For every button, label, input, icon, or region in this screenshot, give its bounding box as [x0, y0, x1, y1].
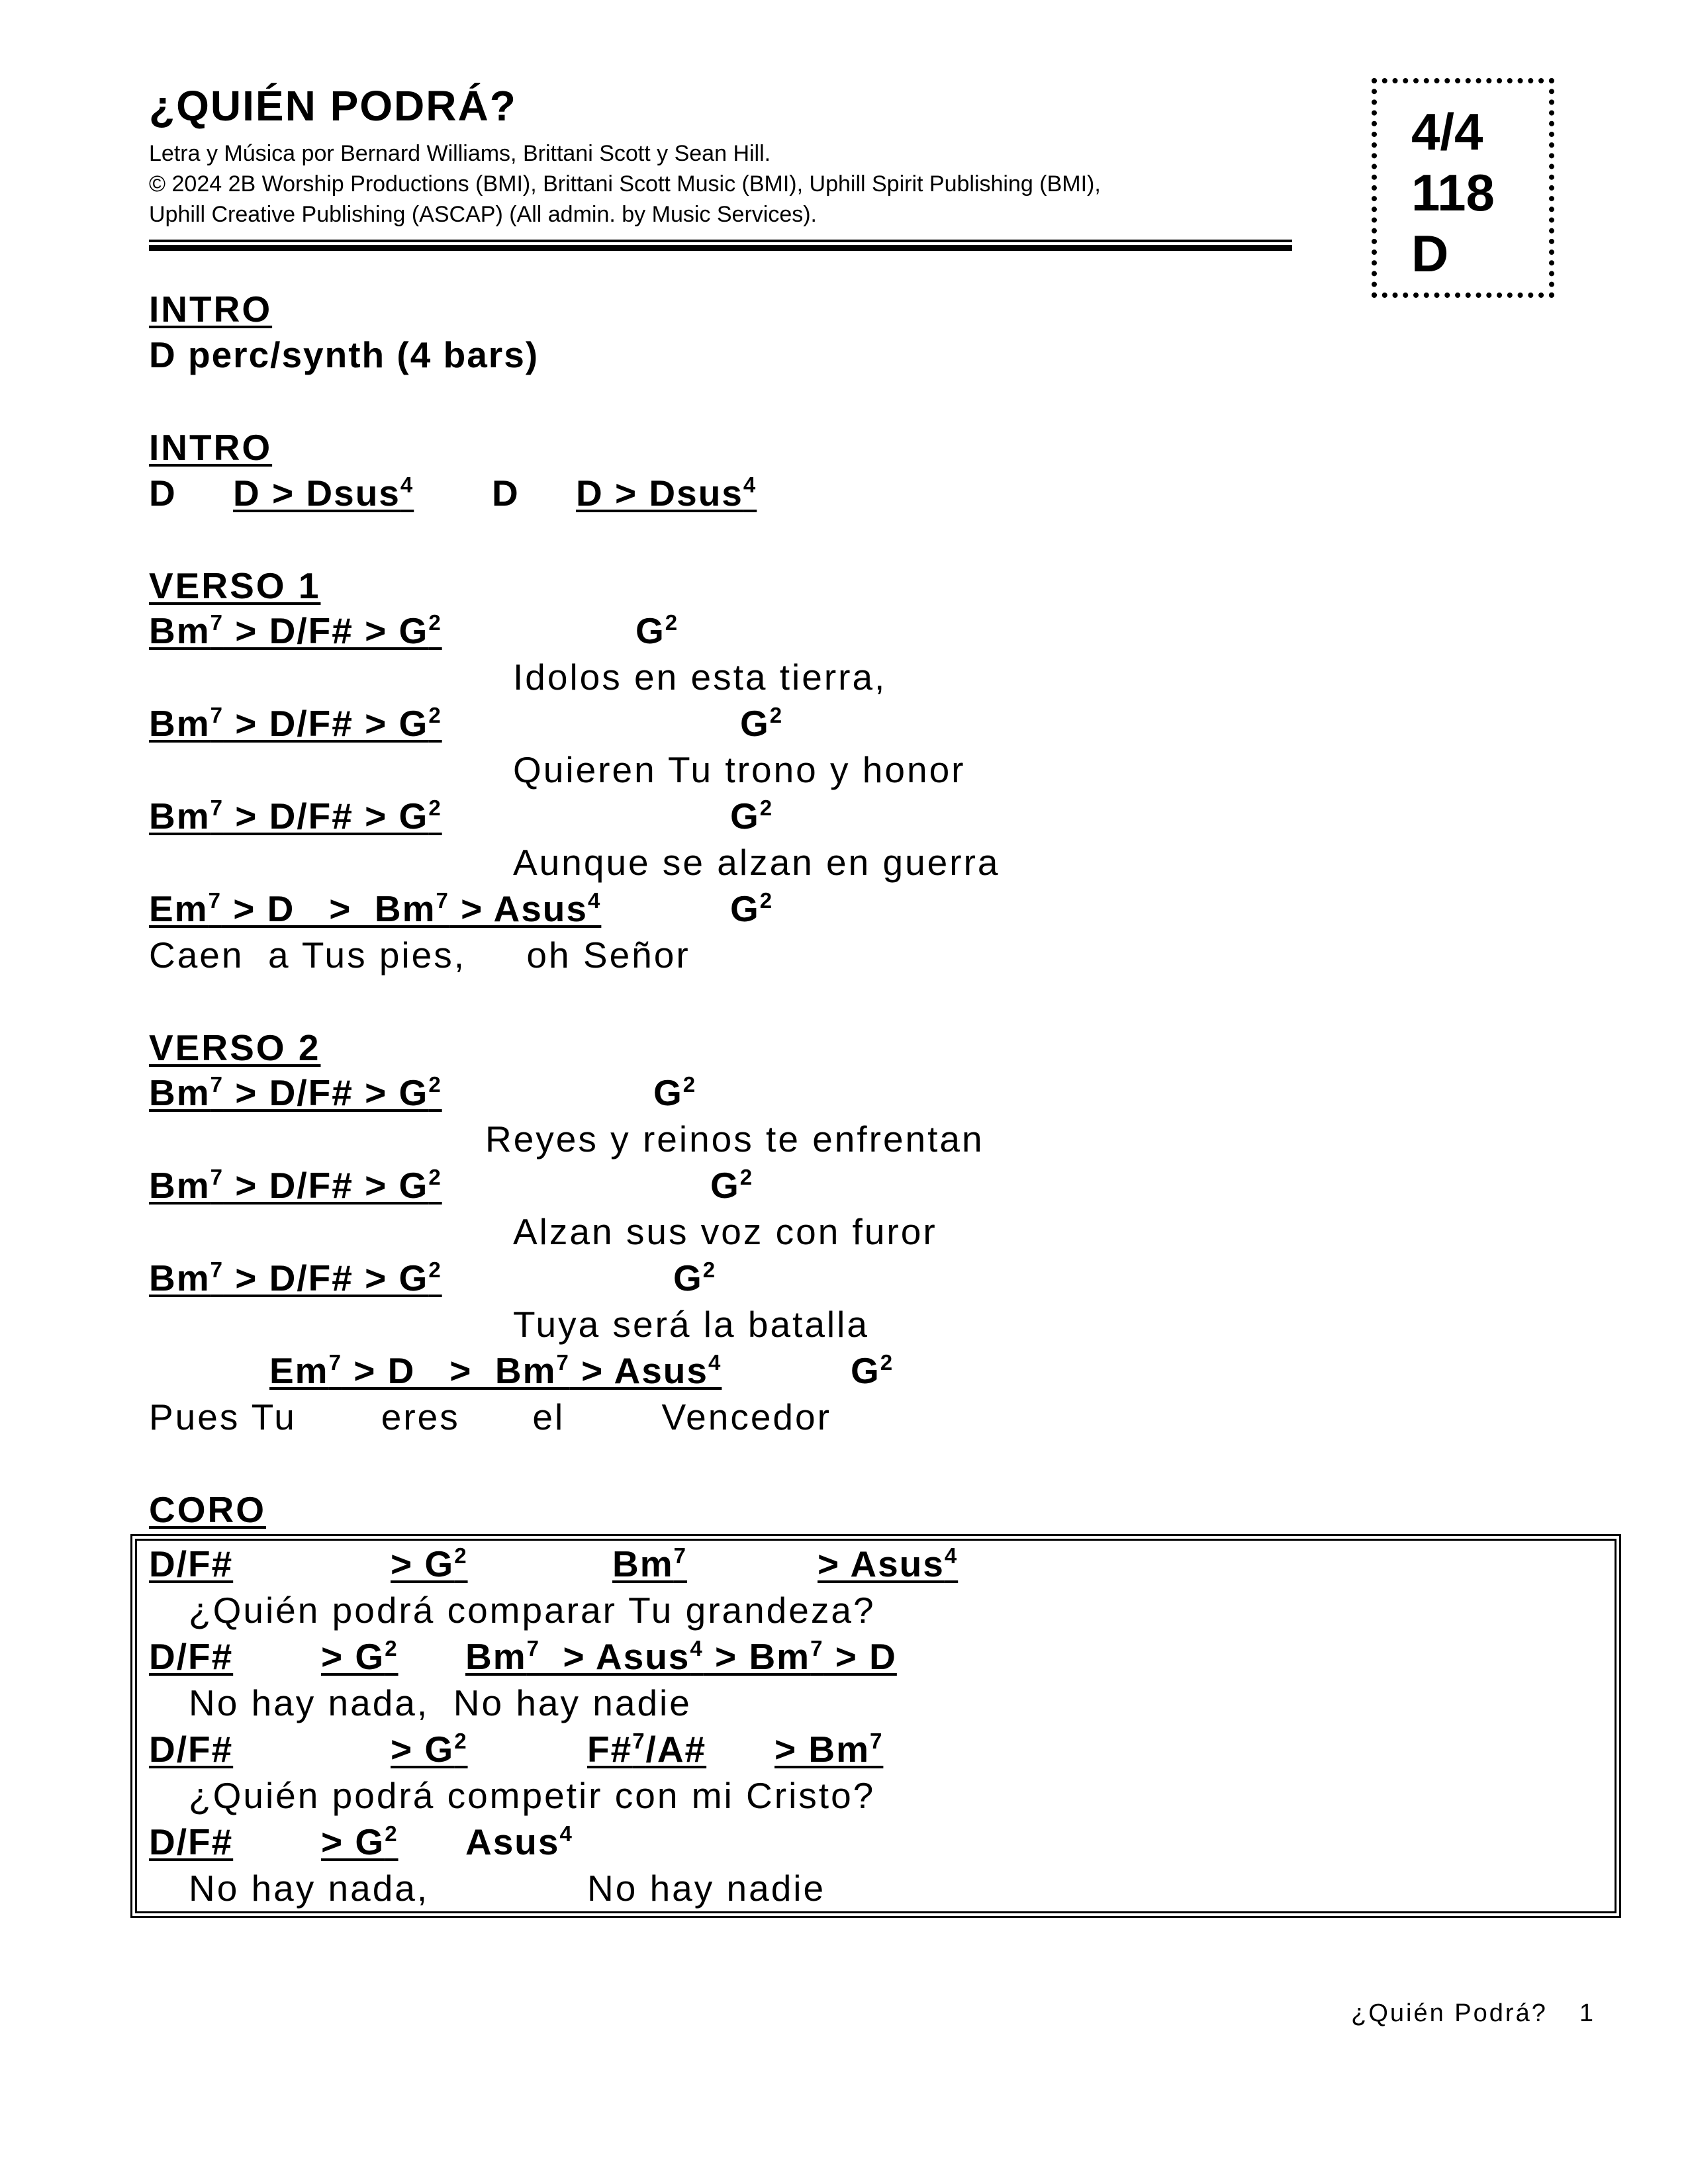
chord: $Bm^7$ > D/F# > $G^2$: [149, 1072, 442, 1113]
chord: D/F#: [149, 1543, 234, 1584]
chord: > $G^2$: [391, 1729, 468, 1770]
chord: $Bm^7$ > D/F# > $G^2$: [149, 610, 442, 651]
chord: > $G^2$: [391, 1543, 468, 1584]
lyric-line: Reyes y reinos te enfrentan: [485, 1118, 984, 1160]
chord: Bm$^7$: [612, 1543, 687, 1584]
section-label-chorus: CORO: [149, 1489, 266, 1530]
chord: D/F#: [149, 1729, 234, 1770]
chord: $G^2$: [740, 703, 784, 744]
chord: $G^2$: [851, 1350, 894, 1391]
tempo: 118: [1411, 163, 1495, 222]
lyric-line: Aunque se alzan en guerra: [513, 842, 1000, 883]
chord: $Bm^7$ > D/F# > $G^2$: [149, 703, 442, 744]
chord: $G^2$: [730, 888, 774, 929]
chord: D/F#: [149, 1821, 234, 1862]
chord: $G^2$: [653, 1072, 697, 1113]
section-label-verse-1: VERSO 1: [149, 565, 321, 606]
song-title: ¿QUIÉN PODRÁ?: [149, 82, 517, 130]
credit-line-2: © 2024 2B Worship Productions (BMI), Brittani Scott Music (BMI), Uphill Spirit Publishing (BMI),: [149, 171, 1101, 197]
chord: D/F#: [149, 1636, 234, 1677]
chord: F#$^7$/A#: [587, 1729, 707, 1770]
header-rule-thin: [149, 240, 1292, 242]
intro-instruction: D perc/synth (4 bars): [149, 334, 539, 375]
chord: D: [492, 473, 520, 514]
lyric-line: Idolos en esta tierra,: [513, 657, 887, 698]
chord: $Bm^7$ > D/F# > $G^2$: [149, 1165, 442, 1206]
song-meta-box: [1372, 78, 1554, 298]
header-rule-thick: [149, 245, 1292, 251]
lyric-line: Caen a Tus pies, oh Señor: [149, 934, 690, 976]
chord: $Bm^7$ > D/F# > $G^2$: [149, 796, 442, 837]
chord: $G^2$: [710, 1165, 754, 1206]
lyric-line: Quieren Tu trono y honor: [513, 749, 966, 790]
chord: $G^2$: [730, 796, 774, 837]
chord: D: [149, 473, 177, 514]
lyric-line: Alzan sus voz con furor: [513, 1211, 937, 1252]
credit-line-1: Letra y Música por Bernard Williams, Brittani Scott y Sean Hill.: [149, 141, 771, 166]
chord: > $G^2$: [321, 1821, 399, 1862]
chord: D > Dsus$^4$: [233, 473, 414, 514]
chord: > Asus$^4$: [818, 1543, 959, 1584]
chord: $G^2$: [673, 1257, 717, 1298]
key: D: [1411, 224, 1449, 283]
chord: > $Bm^7$: [774, 1729, 884, 1770]
section-label-verse-2: VERSO 2: [149, 1027, 321, 1068]
lyric-line: No hay nada, No hay nadie: [189, 1682, 692, 1723]
lyric-line: Tuya será la batalla: [513, 1304, 869, 1345]
chord: D > Dsus$^4$: [576, 473, 757, 514]
section-label-intro: INTRO: [149, 427, 273, 468]
chord: $Bm^7$ > D/F# > $G^2$: [149, 1257, 442, 1298]
page-footer: [1351, 1997, 1595, 2029]
lyric-line: Pues Tu eres el Vencedor: [149, 1396, 831, 1437]
lyric-line: ¿Quién podrá comparar Tu grandeza?: [189, 1590, 876, 1631]
lyric-line: No hay nada,: [189, 1868, 430, 1909]
chord: $Em^7 > D > Bm^7$ > Asus$^4$: [149, 888, 602, 929]
chord: $Em^7 > D > Bm^7$ > Asus$^4$: [269, 1350, 722, 1391]
page-number: 1: [1579, 1999, 1595, 2027]
footer-title: ¿Quién Podrá?: [1351, 1999, 1548, 2027]
chord: $G^2$: [635, 610, 679, 651]
section-label-intro: INTRO: [149, 289, 273, 330]
lyric-line: ¿Quién podrá competir con mi Cristo?: [189, 1775, 876, 1816]
lyric-line: No hay nadie: [587, 1868, 826, 1909]
chord: > $G^2$: [321, 1636, 399, 1677]
credit-line-3: Uphill Creative Publishing (ASCAP) (All admin. by Music Services).: [149, 202, 817, 227]
chord: Asus$^4$: [465, 1821, 573, 1862]
time-signature: 4/4: [1411, 103, 1483, 161]
chord: Bm$^7$ > Asus$^4$ > $Bm^7 > D$: [465, 1636, 897, 1677]
